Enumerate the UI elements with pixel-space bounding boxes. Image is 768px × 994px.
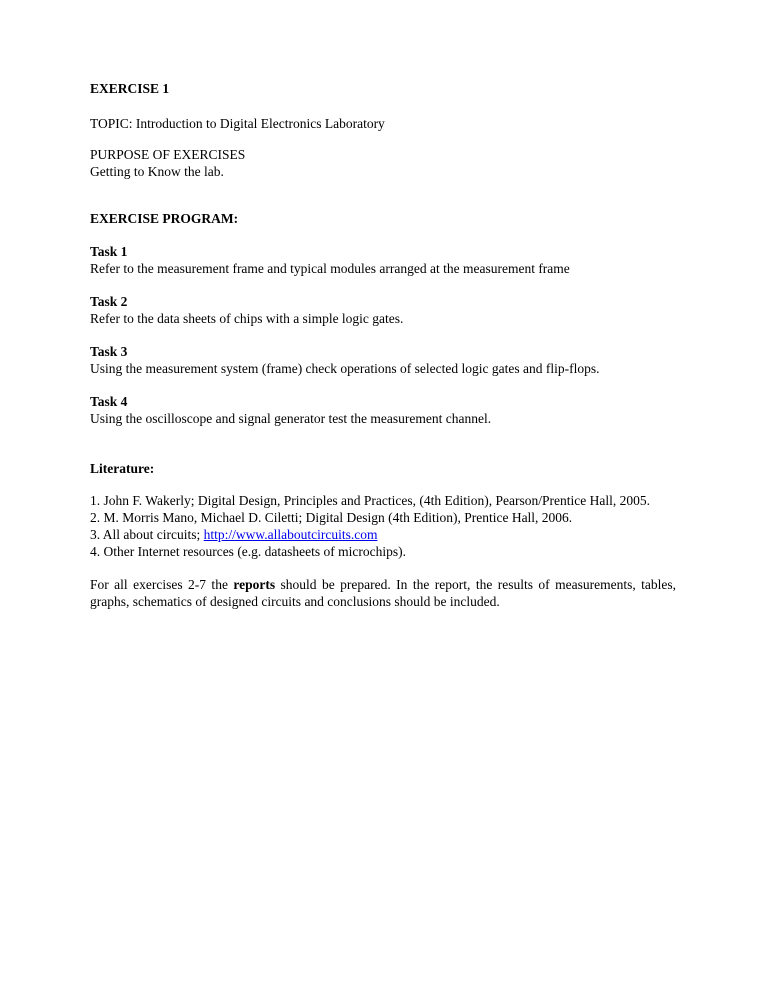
literature-item-4: 4. Other Internet resources (e.g. datasheets of microchips). [90,544,407,559]
task-4-block [90,393,676,427]
report-note-part2: should be prepared. In the report, the results of measurements, tables, graphs, schematics of designed circuits and conclusions should be included. [90,577,676,609]
literature-heading: Literature: [90,461,155,476]
literature-item-1: 1. John F. Wakerly; Digital Design, Principles and Practices, (4th Edition), Pearson/Prentice Hall, 2005. [90,493,650,508]
literature-item-3 [90,526,676,543]
literature-item-2: 2. M. Morris Mano, Michael D. Ciletti; Digital Design (4th Edition), Prentice Hall, 2006. [90,510,573,525]
purpose-text: Getting to Know the lab. [90,164,224,179]
report-note-part1: For all exercises 2-7 the [90,577,234,592]
exercise-title: EXERCISE 1 [90,81,170,96]
task-2-heading: Task 2 [90,294,128,309]
task-4-text: Using the oscilloscope and signal generator test the measurement channel. [90,411,492,426]
purpose-heading: PURPOSE OF EXERCISES [90,147,246,162]
literature-item-3-prefix: 3. All about circuits; [90,527,204,542]
task-1-heading: Task 1 [90,244,128,259]
topic-line: TOPIC: Introduction to Digital Electronics Laboratory [90,116,385,131]
purpose-block [90,146,676,180]
program-heading: EXERCISE PROGRAM: [90,211,239,226]
literature-list [90,492,676,560]
report-note-bold: reports [233,577,276,592]
task-2-text: Refer to the data sheets of chips with a simple logic gates. [90,311,404,326]
task-4-heading: Task 4 [90,394,128,409]
allaboutcircuits-link[interactable]: http://www.allaboutcircuits.com [203,527,378,542]
report-note-paragraph [90,576,676,610]
task-3-block [90,343,676,377]
task-2-block [90,293,676,327]
task-3-heading: Task 3 [90,344,128,359]
task-1-text: Refer to the measurement frame and typical modules arranged at the measurement frame [90,261,570,276]
task-1-block [90,243,676,277]
task-3-text: Using the measurement system (frame) check operations of selected logic gates and flip-flops. [90,361,600,376]
